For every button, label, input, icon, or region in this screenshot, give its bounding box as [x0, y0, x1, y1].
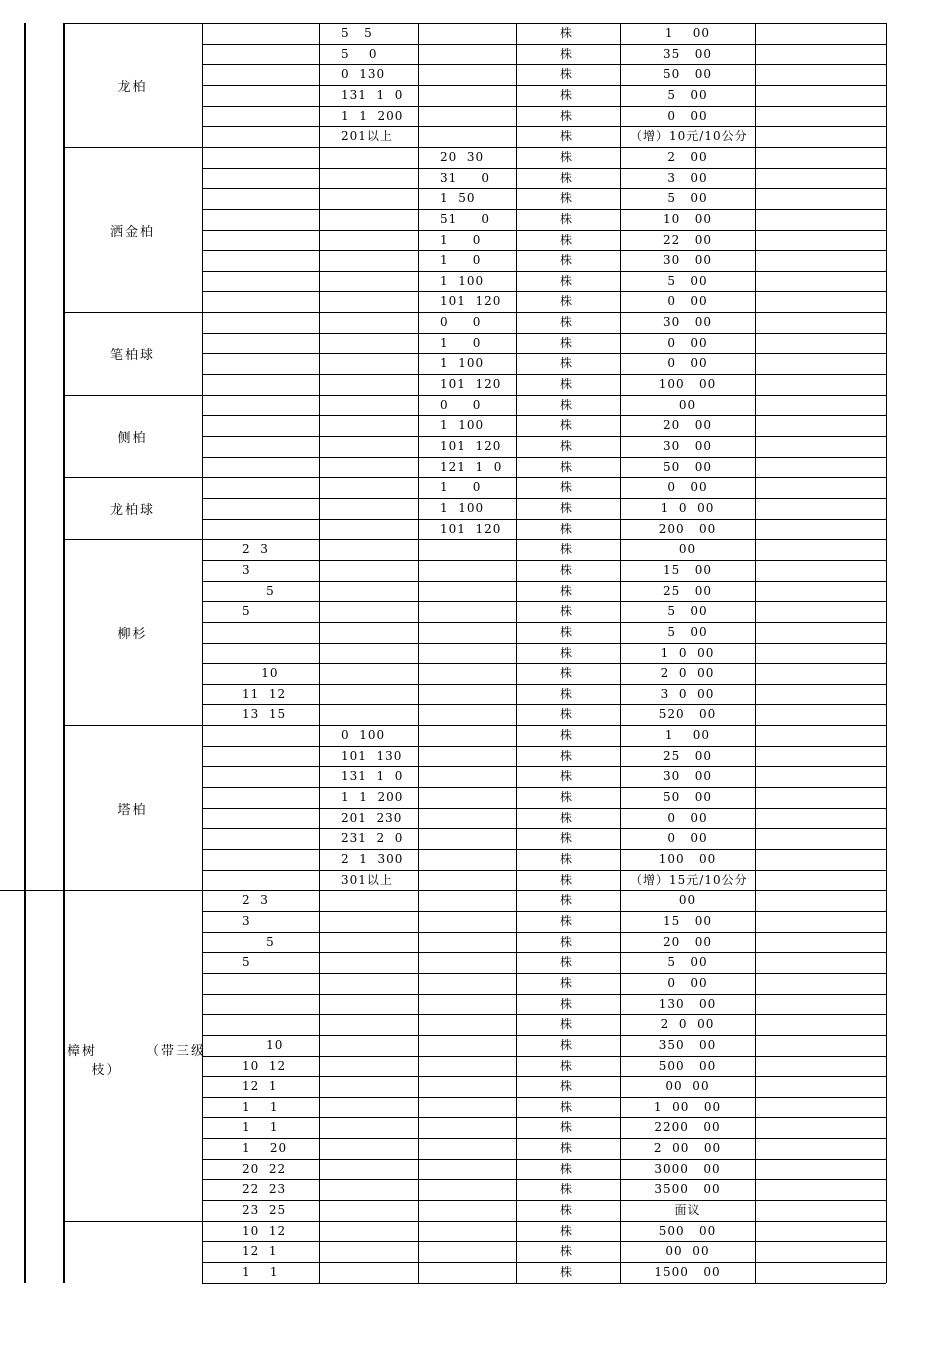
row-border	[202, 457, 886, 458]
section-border	[0, 890, 63, 891]
unit-cell: 株	[560, 397, 574, 412]
price-cell: 0 00	[667, 335, 708, 350]
spec-height: 2 1 300	[341, 852, 404, 866]
spec-height: 301以上	[341, 872, 393, 887]
col-border-4	[620, 23, 621, 1283]
price-cell: 350 00	[658, 1037, 717, 1052]
unit-cell: 株	[560, 1141, 574, 1156]
price-cell: 5 00	[667, 87, 708, 102]
spec-crown: 101 120	[440, 439, 502, 453]
price-cell: 2 00	[667, 149, 708, 164]
spec-c2: 3	[242, 913, 251, 928]
row-border	[202, 209, 886, 210]
row-border	[202, 519, 886, 520]
unit-cell: 株	[560, 149, 574, 164]
price-cell: 15 00	[663, 562, 712, 577]
price-cell: 0 00	[667, 294, 708, 309]
price-cell: 520 00	[658, 707, 717, 722]
unit-cell: 株	[560, 645, 574, 660]
unit-cell: 株	[560, 955, 574, 970]
row-border	[202, 704, 886, 705]
col-border-outer	[24, 23, 26, 1283]
unit-cell: 株	[560, 562, 574, 577]
unit-cell: 株	[560, 1161, 574, 1176]
price-cell: 5 00	[667, 955, 708, 970]
row-border	[202, 684, 886, 685]
price-cell: 0 00	[667, 356, 708, 371]
price-cell: 25 00	[663, 583, 712, 598]
unit-cell: 株	[560, 439, 574, 453]
price-cell: 200 00	[658, 521, 717, 536]
spec-c2: 1 1	[242, 1120, 279, 1135]
unit-cell: 株	[560, 975, 574, 990]
species-name: 柳杉	[117, 627, 148, 643]
price-cell: 15 00	[663, 913, 712, 928]
price-cell: 2 0 00	[660, 666, 715, 681]
row-border	[202, 250, 886, 251]
unit-cell: 株	[560, 666, 574, 681]
species-name: 塔柏	[117, 802, 148, 818]
price-cell: 30 00	[663, 315, 712, 330]
spec-c2: 12 1	[242, 1244, 278, 1259]
unit-cell: 株	[560, 831, 574, 846]
row-border	[202, 1138, 886, 1139]
unit-cell: 株	[560, 604, 574, 619]
spec-c2: 1 1	[242, 1099, 279, 1114]
spec-c2: 10	[242, 1037, 284, 1052]
unit-cell: 株	[560, 273, 574, 288]
price-cell: 00	[678, 542, 697, 557]
price-cell: 3 00	[667, 170, 708, 185]
row-border	[202, 1179, 886, 1180]
unit-cell: 株	[560, 170, 574, 185]
price-cell: 50 00	[663, 459, 712, 474]
price-cell: 20 00	[663, 934, 712, 949]
species-name: 龙柏	[117, 79, 148, 95]
row-border	[202, 643, 886, 644]
unit-cell: 株	[560, 1037, 574, 1052]
row-border	[202, 622, 886, 623]
col-border-6	[886, 23, 887, 1283]
unit-cell: 株	[560, 769, 574, 784]
spec-crown: 1 0	[440, 253, 482, 268]
spec-crown: 1 100	[440, 356, 485, 371]
row-border	[202, 106, 886, 107]
unit-cell: 株	[560, 46, 574, 61]
price-cell: 130 00	[658, 996, 717, 1011]
unit-cell: 株	[560, 500, 574, 515]
species-name: 龙柏球	[109, 503, 155, 519]
spec-crown: 101 120	[440, 521, 502, 536]
price-cell: 0 00	[667, 810, 708, 825]
price-cell: 3000 00	[654, 1161, 721, 1176]
price-cell: 500 00	[658, 1223, 717, 1238]
unit-cell: 株	[560, 129, 574, 144]
unit-cell: 株	[560, 418, 574, 433]
group-border	[63, 725, 886, 726]
spec-c2: 23 25	[242, 1203, 287, 1218]
spec-crown: 1 100	[440, 273, 485, 288]
spec-crown: 20 30	[440, 149, 485, 164]
row-border	[202, 601, 886, 602]
row-border	[202, 1056, 886, 1057]
spec-c2: 1 20	[242, 1141, 288, 1156]
unit-cell: 株	[560, 253, 574, 268]
unit-cell: 株	[560, 1120, 574, 1135]
price-cell: 50 00	[663, 67, 712, 82]
spec-height: 1 1 200	[341, 790, 404, 805]
unit-cell: 株	[560, 872, 574, 887]
spec-c2: 20 22	[242, 1161, 287, 1176]
spec-height: 101 130	[341, 748, 403, 763]
row-border	[202, 85, 886, 86]
price-cell: 2 00 00	[653, 1141, 722, 1156]
row-border	[202, 952, 886, 953]
spec-c2: 10 12	[242, 1223, 287, 1238]
spec-crown: 1 0	[440, 335, 482, 350]
price-cell: 1 0 00	[660, 645, 715, 660]
col-border-1	[319, 23, 320, 1283]
spec-crown: 1 50	[440, 191, 476, 206]
unit-cell: 株	[560, 377, 574, 392]
price-cell: 1 00	[664, 26, 711, 40]
price-cell: 00	[678, 893, 697, 908]
unit-cell: 株	[560, 996, 574, 1011]
row-border	[202, 932, 886, 933]
unit-cell: 株	[560, 1017, 574, 1032]
row-border	[202, 994, 886, 995]
price-cell: 5 00	[667, 273, 708, 288]
price-cell: 1 00 00	[653, 1099, 722, 1114]
spec-height: 5 5	[341, 26, 373, 40]
spec-height: 201 230	[341, 810, 403, 825]
unit-cell: 株	[560, 26, 574, 40]
spec-crown: 51 0	[440, 211, 490, 226]
spec-height: 1 1 200	[341, 108, 404, 123]
unit-cell: 株	[560, 1223, 574, 1238]
row-border	[202, 415, 886, 416]
row-border	[202, 1035, 886, 1036]
unit-cell: 株	[560, 108, 574, 123]
price-cell: 3 0 00	[660, 686, 715, 701]
unit-cell: 株	[560, 294, 574, 309]
price-cell: 1 0 00	[660, 500, 715, 515]
row-border	[202, 353, 886, 354]
spec-crown: 1 100	[440, 500, 485, 515]
row-border	[202, 870, 886, 871]
table-bottom	[202, 1283, 886, 1284]
unit-cell: 株	[560, 1203, 574, 1218]
unit-cell: 株	[560, 459, 574, 474]
price-cell: 5 00	[667, 604, 708, 619]
row-border	[202, 126, 886, 127]
unit-cell: 株	[560, 1265, 574, 1279]
unit-cell: 株	[560, 191, 574, 206]
row-border	[202, 1117, 886, 1118]
price-cell: 00	[678, 397, 697, 412]
price-cell: 22 00	[663, 232, 712, 247]
unit-cell: 株	[560, 810, 574, 825]
unit-cell: 株	[560, 356, 574, 371]
price-cell: 3500 00	[654, 1182, 721, 1197]
spec-crown: 0 0	[440, 397, 482, 412]
price-cell: 0 00	[667, 108, 708, 123]
unit-cell: 株	[560, 480, 574, 495]
row-border	[202, 808, 886, 809]
spec-height: 131 1 0	[341, 769, 404, 784]
spec-height: 5 0	[341, 46, 378, 61]
unit-cell: 株	[560, 232, 574, 247]
group-border	[63, 23, 886, 24]
unit-cell: 株	[560, 335, 574, 350]
row-border	[202, 1241, 886, 1242]
row-border	[202, 828, 886, 829]
group-border	[63, 890, 886, 891]
row-border	[202, 374, 886, 375]
species-name: 樟树 （带三级 枝）	[67, 1043, 207, 1078]
spec-crown: 31 0	[440, 170, 490, 185]
row-border	[202, 498, 886, 499]
spec-height: 131 1 0	[341, 87, 404, 102]
spec-crown: 101 120	[440, 294, 502, 309]
price-cell: 1500 00	[654, 1265, 721, 1279]
price-cell: （增）15元/10公分	[630, 872, 748, 887]
row-border	[202, 766, 886, 767]
spec-crown: 121 1 0	[440, 459, 503, 474]
spec-c2: 5	[242, 583, 275, 598]
price-cell: 20 00	[663, 418, 712, 433]
row-border	[202, 581, 886, 582]
col-border-3	[516, 23, 517, 1283]
species-name: 侧柏	[117, 431, 148, 446]
unit-cell: 株	[560, 1058, 574, 1073]
unit-cell: 株	[560, 913, 574, 928]
spec-c2: 11 12	[242, 686, 287, 701]
price-cell: 1 00	[664, 728, 711, 743]
col-border-0	[202, 23, 203, 1283]
unit-cell: 株	[560, 707, 574, 722]
spec-crown: 1 0	[440, 480, 482, 495]
spec-c2: 13 15	[242, 707, 287, 722]
unit-cell: 株	[560, 542, 574, 557]
unit-cell: 株	[560, 211, 574, 226]
row-border	[202, 44, 886, 45]
spec-c2: 5	[242, 934, 275, 949]
price-cell: 10 00	[663, 211, 712, 226]
spec-c2: 5	[242, 955, 251, 970]
spec-crown: 0 0	[440, 315, 482, 330]
price-cell: 35 00	[663, 46, 712, 61]
price-cell: 面议	[674, 1203, 701, 1218]
spec-height: 201以上	[341, 129, 393, 144]
col-border-5	[755, 23, 756, 1283]
row-border	[202, 168, 886, 169]
price-cell: 500 00	[658, 1058, 717, 1073]
row-border	[202, 436, 886, 437]
row-border	[202, 1076, 886, 1077]
unit-cell: 株	[560, 728, 574, 743]
price-cell: 00 00	[665, 1244, 710, 1259]
unit-cell: 株	[560, 748, 574, 763]
spec-crown: 101 120	[440, 377, 502, 392]
unit-cell: 株	[560, 521, 574, 536]
species-name: 笔柏球	[109, 348, 155, 364]
price-cell: 5 00	[667, 191, 708, 206]
group-border	[63, 1221, 886, 1222]
unit-cell: 株	[560, 67, 574, 82]
unit-cell: 株	[560, 315, 574, 330]
row-border	[202, 1200, 886, 1201]
unit-cell: 株	[560, 934, 574, 949]
group-border	[63, 539, 886, 540]
price-cell: 25 00	[663, 748, 712, 763]
spec-crown: 1 100	[440, 418, 485, 433]
unit-cell: 株	[560, 583, 574, 598]
spec-height: 231 2 0	[341, 831, 404, 846]
unit-cell: 株	[560, 1099, 574, 1114]
spec-c2: 2 3	[242, 893, 269, 908]
unit-cell: 株	[560, 686, 574, 701]
species-name: 洒金柏	[109, 224, 155, 240]
row-border	[202, 973, 886, 974]
price-cell: 30 00	[663, 439, 712, 453]
price-cell: 30 00	[663, 769, 712, 784]
spec-c2: 22 23	[242, 1182, 287, 1197]
price-cell: （增）10元/10公分	[630, 129, 748, 144]
price-cell: 100 00	[658, 377, 717, 392]
row-border	[202, 188, 886, 189]
spec-c2: 12 1	[242, 1079, 278, 1094]
row-border	[202, 746, 886, 747]
price-cell: 2200 00	[654, 1120, 721, 1135]
spec-height: 0 130	[341, 67, 386, 82]
unit-cell: 株	[560, 852, 574, 866]
spec-c2: 10	[242, 666, 279, 681]
spec-c2: 5	[242, 604, 251, 619]
unit-cell: 株	[560, 1182, 574, 1197]
row-border	[202, 333, 886, 334]
spec-c2: 2 3	[242, 542, 269, 557]
spec-height: 0 100	[341, 728, 386, 743]
unit-cell: 株	[560, 1244, 574, 1259]
unit-cell: 株	[560, 893, 574, 908]
row-border	[202, 1159, 886, 1160]
col-border-2	[418, 23, 419, 1283]
row-border	[202, 787, 886, 788]
row-border	[202, 1262, 886, 1263]
price-cell: 0 00	[667, 480, 708, 495]
price-cell: 100 00	[658, 852, 717, 866]
price-cell: 5 00	[667, 624, 708, 639]
price-cell: 30 00	[663, 253, 712, 268]
row-border	[202, 64, 886, 65]
unit-cell: 株	[560, 1079, 574, 1094]
spec-crown: 1 0	[440, 232, 482, 247]
unit-cell: 株	[560, 624, 574, 639]
price-cell: 50 00	[663, 790, 712, 805]
price-cell: 2 0 00	[660, 1017, 715, 1032]
row-border	[202, 271, 886, 272]
col-border-name	[63, 23, 65, 1283]
spec-c2: 10 12	[242, 1058, 287, 1073]
price-cell: 0 00	[667, 831, 708, 846]
price-cell: 00 00	[665, 1079, 710, 1094]
row-border	[202, 1014, 886, 1015]
row-border	[202, 849, 886, 850]
price-cell: 0 00	[667, 975, 708, 990]
unit-cell: 株	[560, 790, 574, 805]
row-border	[202, 663, 886, 664]
row-border	[202, 560, 886, 561]
row-border	[202, 1097, 886, 1098]
row-border	[202, 291, 886, 292]
spec-c2: 3	[242, 562, 251, 577]
row-border	[202, 911, 886, 912]
row-border	[202, 230, 886, 231]
unit-cell: 株	[560, 87, 574, 102]
spec-c2: 1 1	[242, 1265, 279, 1279]
